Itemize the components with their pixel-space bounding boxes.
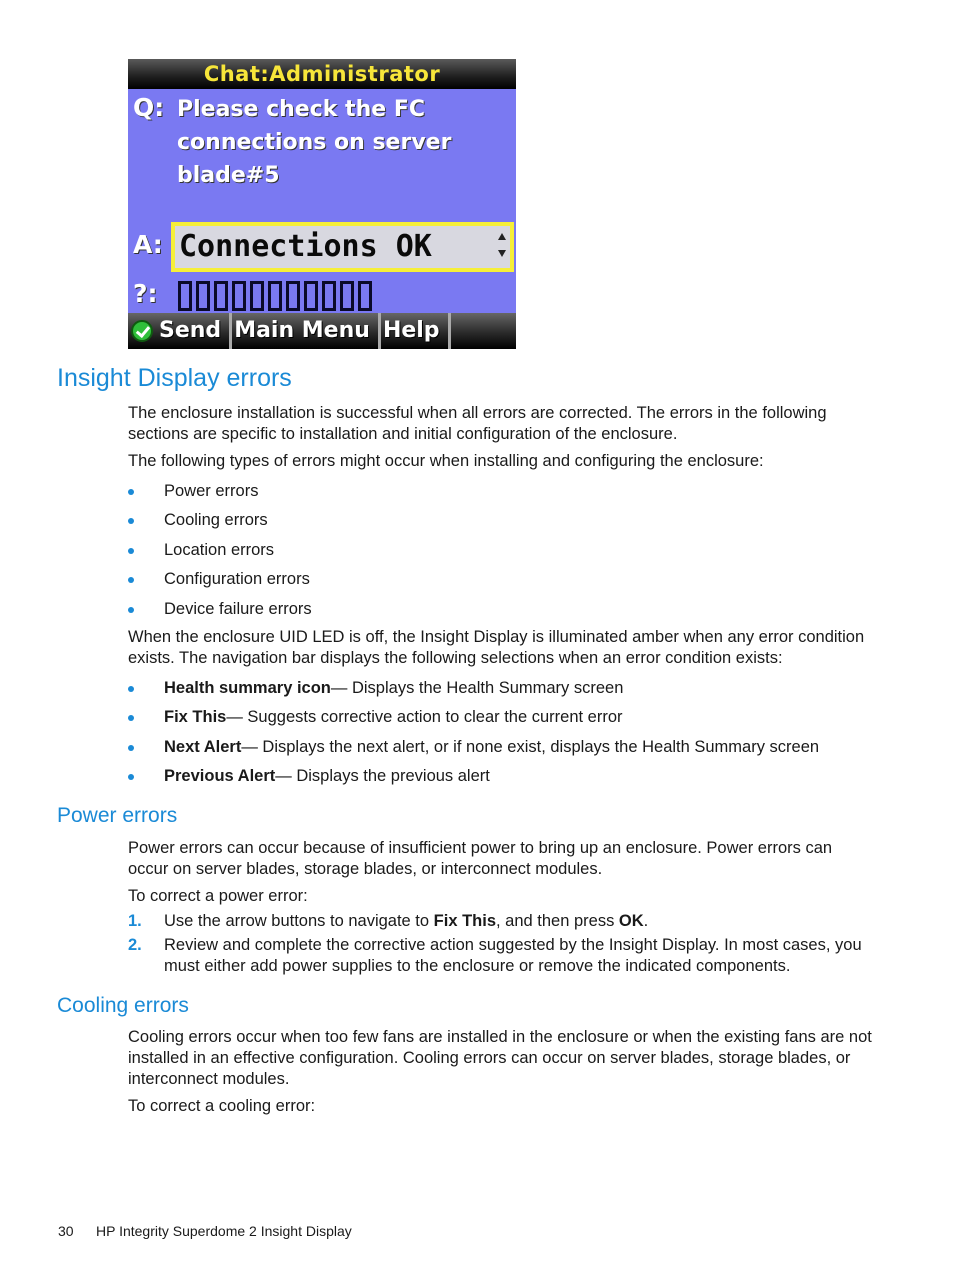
arrow-up-icon[interactable] — [498, 233, 506, 240]
bullet-icon — [128, 548, 134, 554]
section-heading: Insight Display errors — [57, 364, 292, 392]
bullet-icon — [128, 607, 134, 613]
cooling-paragraph-2: To correct a cooling error: — [128, 1097, 316, 1115]
send-button[interactable]: Send — [157, 313, 232, 349]
term: Fix This — [164, 708, 227, 726]
question-label: Q: — [133, 93, 165, 122]
char-slot — [178, 281, 192, 311]
bullet-icon — [128, 745, 134, 751]
answer-label: A: — [133, 230, 163, 259]
intro-paragraph-1: The enclosure installation is successful when all errors are corrected. The errors in the following sections are specific to installation and initial configuration of the enclosure. — [128, 404, 827, 443]
power-errors-heading: Power errors — [57, 804, 178, 827]
nav-paragraph: When the enclosure UID LED is off, the Insight Display is illuminated amber when any error condition exists. The navigation bar displays the following selections when an error condition exists: — [128, 628, 865, 667]
chat-question: Please check the FC connections on server blade#5 — [177, 97, 452, 188]
page-number: 30 — [58, 1223, 74, 1239]
bullet-icon — [128, 518, 134, 524]
ok-check-icon[interactable] — [131, 320, 153, 342]
intro-paragraph-2: The following types of errors might occur when installing and configuring the enclosure: — [128, 452, 764, 470]
answer-field[interactable] — [171, 222, 514, 272]
char-slot — [340, 281, 354, 311]
bullet-icon — [128, 489, 134, 495]
term: Health summary icon — [164, 679, 331, 697]
term: Previous Alert — [164, 767, 276, 785]
answer-value: Connections OK — [179, 229, 432, 264]
char-slot — [268, 281, 282, 311]
nav-bar — [128, 313, 516, 349]
char-slot — [250, 281, 264, 311]
character-input[interactable] — [178, 281, 372, 311]
bullet-icon — [128, 577, 134, 583]
char-slot — [286, 281, 300, 311]
footer-title: HP Integrity Superdome 2 Insight Display — [96, 1223, 352, 1239]
char-slot — [322, 281, 336, 311]
input-label: ?: — [133, 279, 158, 308]
arrow-down-icon[interactable] — [498, 250, 506, 257]
power-paragraph-2: To correct a power error: — [128, 887, 308, 905]
main-menu-button[interactable]: Main Menu — [232, 313, 381, 349]
char-slot — [196, 281, 210, 311]
insight-display-screenshot — [128, 59, 516, 349]
term: Next Alert — [164, 738, 242, 756]
page-footer — [58, 1223, 352, 1239]
bullet-icon — [128, 715, 134, 721]
bullet-icon — [128, 774, 134, 780]
answer-field-inner — [175, 226, 510, 268]
cooling-paragraph-1: Cooling errors occur when too few fans are installed in the enclosure or when the existing fans are not installed in an effective configuration. Cooling errors can occur on server blades, storage blades, or interconnect modules. — [128, 1028, 872, 1088]
char-slot — [304, 281, 318, 311]
char-slot — [214, 281, 228, 311]
bullet-icon — [128, 686, 134, 692]
power-paragraph-1: Power errors can occur because of insufficient power to bring up an enclosure. Power errors can occur on server blades, storage blades, or interconnect modules. — [128, 839, 833, 878]
cooling-errors-heading: Cooling errors — [57, 994, 189, 1017]
answer-spinner[interactable] — [497, 229, 507, 265]
help-button[interactable]: Help — [381, 313, 451, 349]
char-slot — [232, 281, 246, 311]
chat-title: Chat:Administrator — [128, 59, 516, 89]
char-slot — [358, 281, 372, 311]
